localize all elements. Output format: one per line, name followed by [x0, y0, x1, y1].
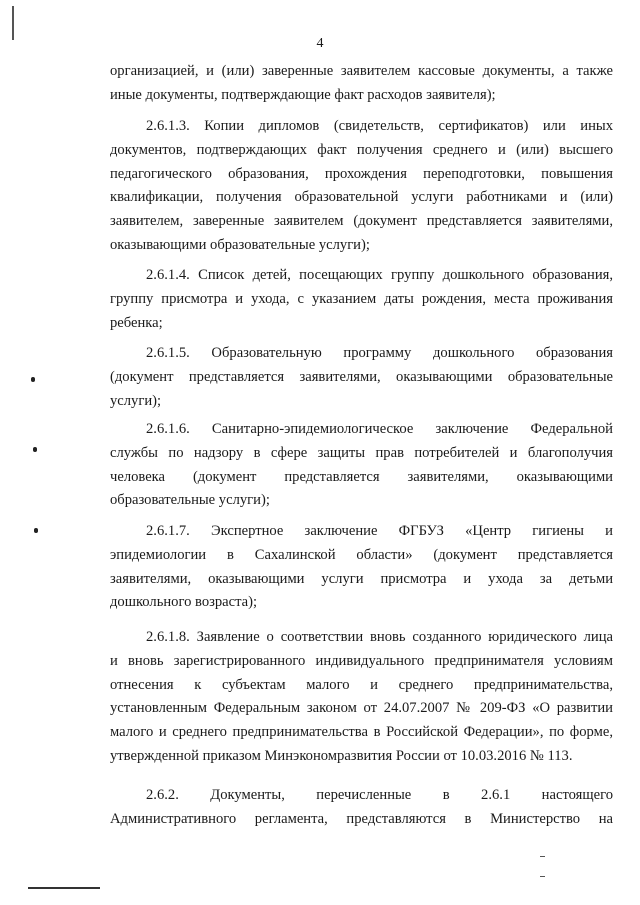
- text-line: заявителем, заверенные заявителем (документ представляется заявителями,: [110, 213, 613, 230]
- scan-edge-mark: [12, 6, 14, 40]
- text-line: Административного регламента, представляются в Министерство на: [110, 810, 613, 827]
- text-line: человека (документ представляется заявителями, оказывающими: [110, 468, 613, 485]
- text-line: эпидемиологии в Сахалинской области» (документ представляется: [110, 546, 613, 563]
- scan-tick-mark: [540, 856, 545, 857]
- text-line: оказывающими образовательные услуги);: [110, 236, 370, 253]
- footnote-separator: [28, 887, 100, 889]
- text-line: 2.6.1.4. Список детей, посещающих группу дошкольного образования,: [146, 267, 613, 283]
- paragraph-2-6-1-3: [110, 115, 613, 258]
- text-line: (документ представляется заявителями, оказывающими образовательные: [110, 368, 613, 385]
- text-line: квалификации, получения образовательной услуги работниками и (или): [110, 189, 613, 206]
- text-line: 2.6.1.5. Образовательную программу дошкольного образования: [146, 345, 613, 361]
- scan-tick-mark: [540, 876, 545, 877]
- text-line: иные документы, подтверждающие факт расходов заявителя);: [110, 86, 496, 103]
- text-line: услуги);: [110, 392, 162, 409]
- text-line: и вновь зарегистрированного индивидуального предпринимателя условиям: [110, 652, 613, 669]
- text-line: 2.6.1.6. Санитарно-эпидемиологическое заключение Федеральной: [146, 421, 613, 437]
- text-line: заявителями, оказывающими услуги присмотра и ухода за детьми: [110, 570, 613, 587]
- paragraph-continuation: [110, 60, 613, 108]
- text-line: 2.6.2. Документы, перечисленные в 2.6.1 настоящего: [146, 787, 613, 803]
- paragraph-2-6-1-7: [110, 520, 613, 615]
- text-line: документов, подтверждающих факт получения среднего и (или) высшего: [110, 141, 613, 158]
- scan-dot-mark: [34, 528, 38, 533]
- paragraph-2-6-1-6: [110, 418, 613, 513]
- paragraph-2-6-1-8: [110, 626, 613, 769]
- text-line: отнесения к субъектам малого и среднего предпринимательства,: [110, 676, 613, 693]
- text-line: группу присмотра и ухода, с указанием даты рождения, места проживания: [110, 290, 613, 307]
- text-line: 2.6.1.3. Копии дипломов (свидетельств, сертификатов) или иных: [146, 118, 613, 134]
- text-line: установленным Федеральным законом от 24.07.2007 № 209-ФЗ «О развитии: [110, 700, 613, 717]
- text-line: ребенка;: [110, 314, 163, 331]
- text-line: 2.6.1.8. Заявление о соответствии вновь созданного юридического лица: [146, 629, 613, 645]
- text-line: службы по надзору в сфере защиты прав потребителей и благополучия: [110, 444, 613, 461]
- text-line: педагогического образования, прохождения переподготовки, повышения: [110, 165, 613, 182]
- text-line: 2.6.1.7. Экспертное заключение ФГБУЗ «Центр гигиены и: [146, 523, 613, 539]
- text-line: дошкольного возраста);: [110, 594, 258, 611]
- page-number: 4: [316, 36, 324, 51]
- text-line: образовательные услуги);: [110, 492, 270, 509]
- text-line: малого и среднего предпринимательства в Российской Федерации», по форме,: [110, 724, 613, 741]
- text-line: утвержденной приказом Минэкономразвития России от 10.03.2016 № 113.: [110, 747, 573, 764]
- scan-dot-mark: [31, 377, 35, 382]
- paragraph-2-6-1-4: [110, 264, 613, 335]
- scan-dot-mark: [33, 447, 37, 452]
- text-line: организацией, и (или) заверенные заявителем кассовые документы, а также: [110, 63, 613, 79]
- paragraph-2-6-2: [110, 784, 613, 832]
- paragraph-2-6-1-5: [110, 342, 613, 413]
